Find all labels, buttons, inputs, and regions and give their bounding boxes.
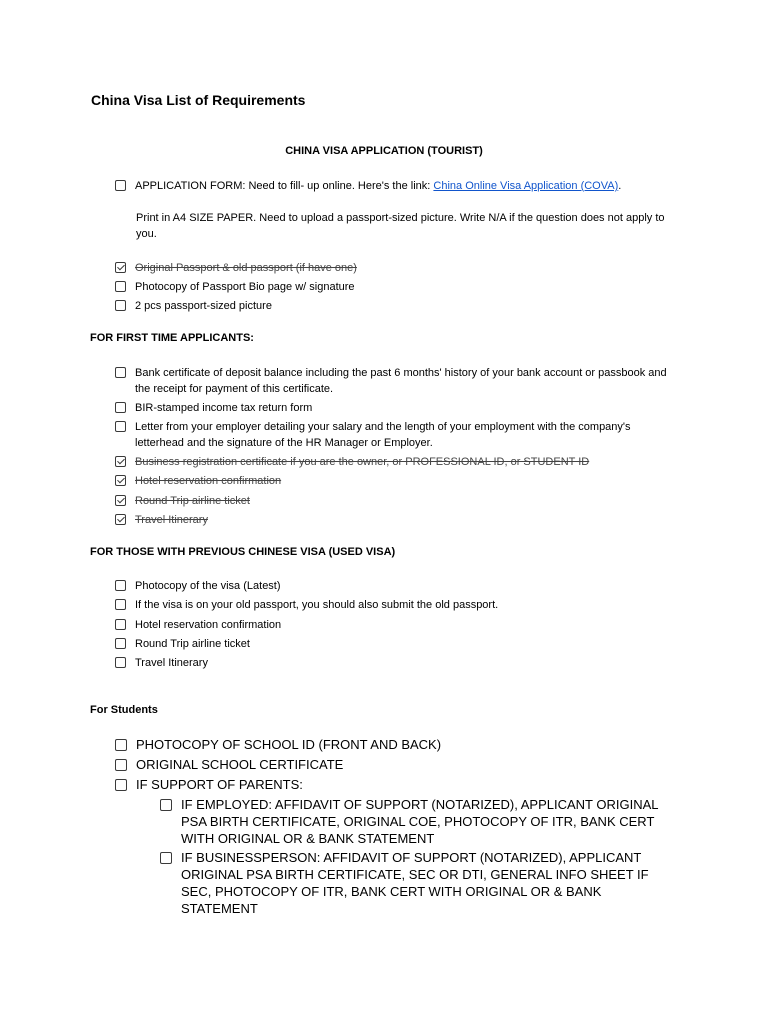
period: . bbox=[618, 180, 622, 192]
list-item[interactable] bbox=[115, 776, 303, 793]
checkbox[interactable] bbox=[115, 281, 126, 292]
item-label: Business registration certificate if you are the owner, or PROFESSIONAL ID, or STUDENT ID bbox=[135, 456, 590, 468]
item-label: Travel Itinerary bbox=[135, 657, 208, 669]
cova-link[interactable]: China Online Visa Application (COVA) bbox=[433, 180, 619, 192]
checkbox[interactable] bbox=[115, 495, 126, 506]
list-item[interactable] bbox=[115, 736, 441, 753]
list-item[interactable] bbox=[115, 578, 281, 594]
list-item[interactable] bbox=[115, 617, 281, 633]
students-heading: For Students bbox=[90, 704, 158, 716]
checkbox[interactable] bbox=[115, 421, 126, 432]
checkbox[interactable] bbox=[115, 402, 126, 413]
checkbox[interactable] bbox=[115, 638, 126, 649]
item-label: Photocopy of the visa (Latest) bbox=[135, 580, 281, 592]
checkbox[interactable] bbox=[115, 367, 126, 378]
item-label: If the visa is on your old passport, you should also submit the old passport. bbox=[135, 599, 499, 611]
list-item[interactable] bbox=[115, 279, 355, 295]
checkbox[interactable] bbox=[115, 619, 126, 630]
item-label: Round Trip airline ticket bbox=[135, 495, 250, 507]
checkbox[interactable] bbox=[115, 779, 127, 791]
item-label: Letter from your employer detailing your salary and the length of your employment with the company's letterhead and the signature of the HR Manager or Employer. bbox=[135, 421, 631, 449]
item-label: Original Passport & old passport (if have one) bbox=[135, 262, 357, 274]
item-label: PHOTOCOPY OF SCHOOL ID (FRONT AND BACK) bbox=[136, 737, 442, 752]
item-label: Hotel reservation confirmation bbox=[135, 475, 282, 487]
item-label: Bank certificate of deposit balance including the past 6 months' history of your bank account or passbook and the receipt for payment of this certificate. bbox=[135, 367, 667, 395]
checkbox[interactable] bbox=[115, 300, 126, 311]
list-item[interactable] bbox=[115, 655, 208, 671]
checkbox[interactable] bbox=[160, 852, 172, 864]
application-form-item[interactable] bbox=[115, 178, 621, 194]
list-item[interactable] bbox=[115, 756, 343, 773]
checkbox[interactable] bbox=[115, 739, 127, 751]
item-label: Round Trip airline ticket bbox=[135, 638, 250, 650]
list-item[interactable] bbox=[115, 473, 281, 489]
checkbox[interactable] bbox=[115, 657, 126, 668]
print-note: Print in A4 SIZE PAPER. Need to upload a passport-sized picture. Write N/A if the question does not apply to you. bbox=[136, 212, 665, 240]
checkbox[interactable] bbox=[115, 475, 126, 486]
application-form-label: APPLICATION FORM: Need to fill- up online. Here's the link: bbox=[135, 180, 434, 192]
previous-visa-heading: FOR THOSE WITH PREVIOUS CHINESE VISA (USED VISA) bbox=[90, 546, 396, 558]
first-time-heading: FOR FIRST TIME APPLICANTS: bbox=[90, 332, 254, 344]
list-item[interactable] bbox=[115, 512, 208, 528]
item-label: Photocopy of Passport Bio page w/ signature bbox=[135, 281, 355, 293]
item-label: Travel Itinerary bbox=[135, 514, 208, 526]
nested-list-item[interactable] bbox=[160, 849, 680, 917]
checkbox[interactable] bbox=[115, 180, 126, 191]
application-form-text bbox=[135, 178, 621, 194]
checkbox[interactable] bbox=[115, 514, 126, 525]
list-item[interactable] bbox=[115, 493, 250, 509]
list-item[interactable] bbox=[115, 454, 589, 470]
checkbox[interactable] bbox=[160, 799, 172, 811]
list-item[interactable] bbox=[115, 298, 272, 314]
nested-list-item[interactable] bbox=[160, 796, 680, 847]
item-label: Hotel reservation confirmation bbox=[135, 619, 282, 631]
item-label: BIR-stamped income tax return form bbox=[135, 402, 313, 414]
checkbox[interactable] bbox=[115, 262, 126, 273]
list-item[interactable] bbox=[115, 400, 312, 416]
checkbox[interactable] bbox=[115, 580, 126, 591]
checkbox[interactable] bbox=[115, 599, 126, 610]
list-item[interactable] bbox=[115, 260, 357, 276]
application-heading: CHINA VISA APPLICATION (TOURIST) bbox=[285, 145, 483, 157]
item-label: IF EMPLOYED: AFFIDAVIT OF SUPPORT (NOTARIZED), APPLICANT ORIGINAL PSA BIRTH CERTIFICATE, ORIGINAL COE, PHOTOCOPY OF ITR, BANK CERT WITH ORIGINAL OR & BANK STATEMENT bbox=[181, 797, 658, 846]
list-item[interactable] bbox=[115, 597, 498, 613]
item-label: IF BUSINESSPERSON: AFFIDAVIT OF SUPPORT (NOTARIZED), APPLICANT ORIGINAL PSA BIRTH CERTIFICATE, SEC OR DTI, GENERAL INFO SHEET IF SEC, PHOTOCOPY OF ITR, BANK CERT WITH ORIGINAL OR & BANK STATEMENT bbox=[181, 850, 649, 916]
list-item[interactable] bbox=[115, 419, 675, 451]
item-label: ORIGINAL SCHOOL CERTIFICATE bbox=[136, 757, 344, 772]
item-label: IF SUPPORT OF PARENTS: bbox=[136, 777, 303, 792]
page-title: China Visa List of Requirements bbox=[91, 92, 306, 108]
item-label: 2 pcs passport-sized picture bbox=[135, 300, 272, 312]
list-item[interactable] bbox=[115, 365, 675, 397]
list-item[interactable] bbox=[115, 636, 250, 652]
checkbox[interactable] bbox=[115, 456, 126, 467]
checkbox[interactable] bbox=[115, 759, 127, 771]
